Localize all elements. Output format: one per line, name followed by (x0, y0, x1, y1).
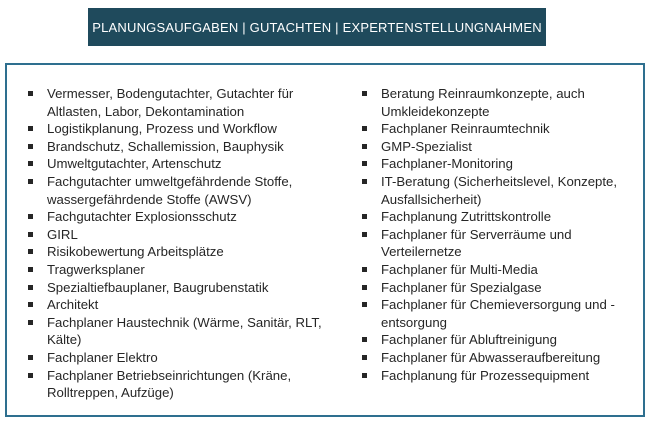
list-item-text: Fachgutachter umweltgefährdende Stoffe, wassergefährdende Stoffe (AWSV) (47, 173, 293, 207)
list-item (25, 349, 325, 367)
list-item (359, 120, 639, 138)
bullet-icon (362, 302, 367, 307)
left-list (25, 85, 325, 402)
list-item-text: Fachplaner Elektro (47, 349, 158, 365)
content-box (5, 63, 645, 417)
list-item-text: Fachplaner für Serverräume und Verteilernetze (381, 226, 572, 260)
section-title: PLANUNGSAUFGABEN | GUTACHTEN | EXPERTENSTELLUNGNAHMEN (88, 8, 546, 46)
list-item (359, 367, 639, 385)
bullet-icon (362, 267, 367, 272)
list-item (25, 243, 325, 261)
list-item (25, 261, 325, 279)
bullet-icon (28, 355, 33, 360)
list-item (359, 226, 639, 261)
bullet-icon (28, 320, 33, 325)
list-item (25, 314, 325, 349)
list-item (25, 155, 325, 173)
list-item-text: IT-Beratung (Sicherheitslevel, Konzepte, Ausfallsicherheit) (381, 173, 618, 207)
list-item-text: Fachplanung für Prozessequipment (381, 367, 590, 383)
list-item-text: Spezialtiefbauplaner, Baugrubenstatik (47, 279, 269, 295)
list-item-text: Fachplaner für Abwasseraufbereitung (381, 349, 601, 365)
list-item (359, 155, 639, 173)
bullet-icon (362, 126, 367, 131)
list-item (359, 173, 639, 208)
list-item-text: Umweltgutachter, Artenschutz (47, 156, 222, 172)
list-item (359, 331, 639, 349)
list-item (25, 85, 325, 120)
bullet-icon (362, 91, 367, 96)
bullet-icon (28, 144, 33, 149)
list-item (25, 279, 325, 297)
list-item-text: Vermesser, Bodengutachter, Gutachter für Altlasten, Labor, Dekontamination (47, 86, 294, 119)
bullet-icon (28, 373, 33, 378)
bullet-icon (362, 161, 367, 166)
bullet-icon (362, 144, 367, 149)
list-item (25, 367, 325, 402)
list-item (25, 138, 325, 156)
bullet-icon (28, 126, 33, 131)
bullet-icon (362, 373, 367, 378)
bullet-icon (28, 285, 33, 290)
list-item-text: Risikobewertung Arbeitsplätze (47, 244, 224, 260)
list-item (25, 173, 325, 208)
bullet-icon (28, 91, 33, 96)
list-item-text: Tragwerksplaner (47, 261, 145, 277)
list-item (359, 261, 639, 279)
list-item-text: Fachplaner Reinraumtechnik (381, 121, 550, 137)
list-item (359, 208, 639, 226)
list-item-text: Fachplaner für Chemieversorgung und -entsorgung (381, 297, 615, 330)
list-item-text: Fachplanung Zutrittskontrolle (381, 209, 552, 225)
bullet-icon (362, 179, 367, 184)
list-item (25, 226, 325, 244)
list-item-text: Fachplaner für Abluftreinigung (381, 332, 557, 348)
bullet-icon (28, 179, 33, 184)
bullet-icon (362, 337, 367, 342)
list-item-text: Fachplaner für Multi-Media (381, 261, 538, 277)
list-item (359, 138, 639, 156)
list-item-text: Fachplaner Haustechnik (Wärme, Sanitär, RLT, Kälte) (47, 314, 322, 348)
list-item (359, 279, 639, 297)
bullet-icon (28, 232, 33, 237)
list-item (25, 208, 325, 226)
list-item-text: Brandschutz, Schallemission, Bauphysik (47, 138, 284, 154)
list-item (359, 349, 639, 367)
bullet-icon (28, 161, 33, 166)
list-item-text: Fachplaner Betriebseinrichtungen (Kräne, Rolltreppen, Aufzüge) (47, 367, 292, 401)
bullet-icon (362, 232, 367, 237)
bullet-icon (362, 285, 367, 290)
list-item (359, 296, 639, 331)
bullet-icon (28, 249, 33, 254)
bullet-icon (362, 355, 367, 360)
list-item-text: GMP-Spezialist (381, 138, 472, 154)
bullet-icon (28, 214, 33, 219)
right-list (359, 85, 639, 384)
list-item-text: Beratung Reinraumkonzepte, auch Umkleidekonzepte (381, 86, 585, 119)
list-item-text: Fachgutachter Explosionsschutz (47, 209, 237, 225)
bullet-icon (28, 302, 33, 307)
list-item-text: Fachplaner-Monitoring (381, 156, 513, 172)
list-item-text: GIRL (47, 226, 78, 242)
list-item-text: Architekt (47, 297, 99, 313)
list-item (25, 120, 325, 138)
list-item-text: Logistikplanung, Prozess und Workflow (47, 121, 277, 137)
bullet-icon (28, 267, 33, 272)
list-item (359, 85, 639, 120)
list-item-text: Fachplaner für Spezialgase (381, 279, 542, 295)
list-item (25, 296, 325, 314)
bullet-icon (362, 214, 367, 219)
